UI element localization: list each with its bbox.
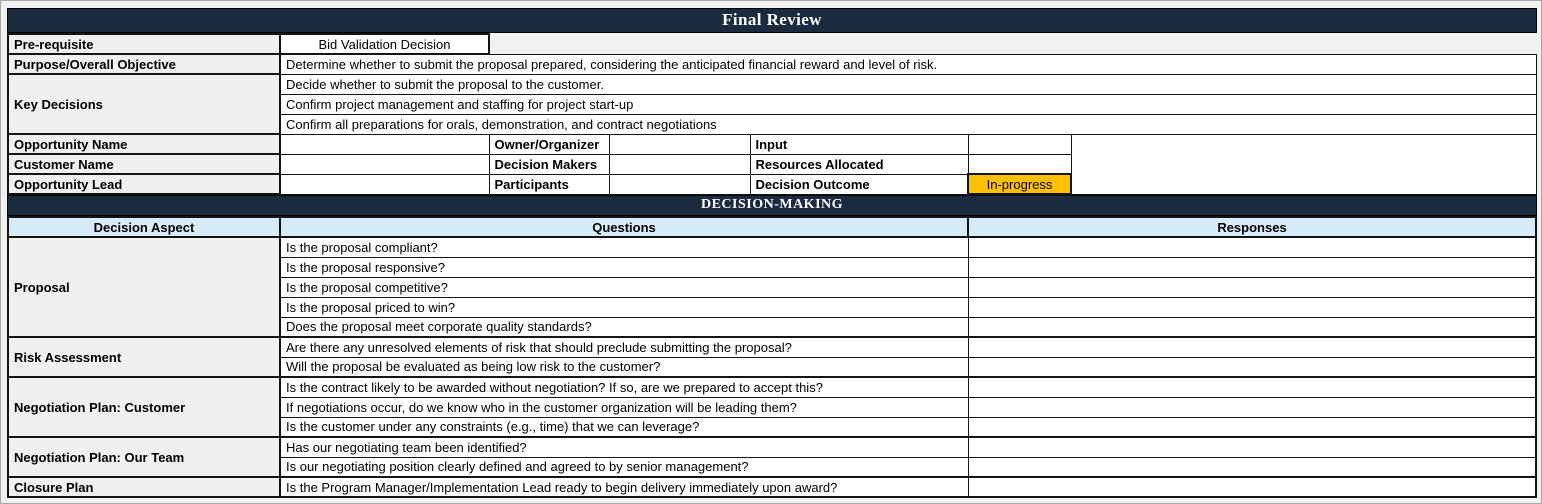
customer-name-label: Customer Name [8, 154, 280, 174]
question-cell: Does the proposal meet corporate quality standards? [280, 317, 968, 337]
empty-notes-cell[interactable] [1071, 134, 1537, 194]
prerequisite-row [8, 34, 1537, 54]
aspect-cell-negotiation-plan-customer: Negotiation Plan: Customer [8, 377, 280, 437]
question-cell: Has our negotiating team been identified? [280, 437, 968, 457]
question-cell: Is the proposal compliant? [280, 237, 968, 257]
question-cell: Is the Program Manager/Implementation Lead ready to begin delivery immediately upon award? [280, 477, 968, 497]
response-input-cell[interactable] [968, 237, 1536, 257]
decision-makers-input[interactable] [609, 154, 750, 174]
resources-allocated-label: Resources Allocated [750, 154, 968, 174]
decision-making-banner: DECISION-MAKING [7, 195, 1537, 216]
question-row [8, 337, 1536, 357]
decision-making-table [7, 216, 1537, 498]
column-header-decision-aspect: Decision Aspect [8, 217, 280, 237]
response-input-cell[interactable] [968, 357, 1536, 377]
column-header-questions: Questions [280, 217, 968, 237]
response-input-cell[interactable] [968, 457, 1536, 477]
decision-table-header-row [8, 217, 1536, 237]
decision-outcome-label: Decision Outcome [750, 174, 968, 194]
prerequisite-value[interactable]: Bid Validation Decision [280, 34, 489, 54]
question-row [8, 477, 1536, 497]
question-cell: Is the proposal responsive? [280, 257, 968, 277]
column-header-responses: Responses [968, 217, 1536, 237]
response-input-cell[interactable] [968, 377, 1536, 397]
question-row [8, 377, 1536, 397]
response-input-cell[interactable] [968, 257, 1536, 277]
question-cell: Is the proposal competitive? [280, 277, 968, 297]
question-cell: Is the customer under any constraints (e.g., time) that we can leverage? [280, 417, 968, 437]
key-decision-item[interactable]: Confirm all preparations for orals, demonstration, and contract negotiations [280, 114, 1537, 134]
purpose-value[interactable]: Determine whether to submit the proposal prepared, considering the anticipated financial reward and level of risk. [280, 54, 1537, 74]
key-decision-item[interactable]: Confirm project management and staffing for project start-up [280, 94, 1537, 114]
question-row [8, 437, 1536, 457]
decision-makers-label: Decision Makers [489, 154, 609, 174]
question-cell: Is our negotiating position clearly defined and agreed to by senior management? [280, 457, 968, 477]
question-cell: Will the proposal be evaluated as being low risk to the customer? [280, 357, 968, 377]
question-cell: Are there any unresolved elements of risk that should preclude submitting the proposal? [280, 337, 968, 357]
info-row [8, 134, 1537, 154]
key-decision-item[interactable]: Decide whether to submit the proposal to the customer. [280, 74, 1537, 94]
response-input-cell[interactable] [968, 397, 1536, 417]
owner-organizer-input[interactable] [609, 134, 750, 154]
opportunity-lead-label: Opportunity Lead [8, 174, 280, 194]
aspect-cell-risk-assessment: Risk Assessment [8, 337, 280, 377]
aspect-cell-negotiation-plan-our-team: Negotiation Plan: Our Team [8, 437, 280, 477]
participants-input[interactable] [609, 174, 750, 194]
decision-outcome-status-badge[interactable]: In-progress [968, 174, 1071, 194]
response-input-cell[interactable] [968, 297, 1536, 317]
opportunity-lead-input[interactable] [280, 174, 489, 194]
aspect-cell-closure-plan: Closure Plan [8, 477, 280, 497]
question-row [8, 237, 1536, 257]
aspect-cell-proposal: Proposal [8, 237, 280, 337]
opportunity-name-label: Opportunity Name [8, 134, 280, 154]
question-cell: Is the proposal priced to win? [280, 297, 968, 317]
response-input-cell[interactable] [968, 277, 1536, 297]
response-input-cell[interactable] [968, 317, 1536, 337]
input-value-input[interactable] [968, 134, 1071, 154]
purpose-label: Purpose/Overall Objective [8, 54, 280, 74]
top-info-table [7, 33, 1537, 195]
resources-allocated-input[interactable] [968, 154, 1071, 174]
response-input-cell[interactable] [968, 417, 1536, 437]
customer-name-input[interactable] [280, 154, 489, 174]
input-label: Input [750, 134, 968, 154]
participants-label: Participants [489, 174, 609, 194]
prerequisite-label: Pre-requisite [8, 34, 280, 54]
opportunity-name-input[interactable] [280, 134, 489, 154]
owner-organizer-label: Owner/Organizer [489, 134, 609, 154]
key-decisions-label: Key Decisions [8, 74, 280, 134]
key-decision-row [8, 74, 1537, 94]
page-background-spacer [489, 34, 1537, 54]
question-cell: Is the contract likely to be awarded without negotiation? If so, are we prepared to accept this? [280, 377, 968, 397]
response-input-cell[interactable] [968, 437, 1536, 457]
question-cell: If negotiations occur, do we know who in the customer organization will be leading them? [280, 397, 968, 417]
response-input-cell[interactable] [968, 477, 1536, 497]
response-input-cell[interactable] [968, 337, 1536, 357]
purpose-row [8, 54, 1537, 74]
page-title: Final Review [7, 8, 1537, 33]
